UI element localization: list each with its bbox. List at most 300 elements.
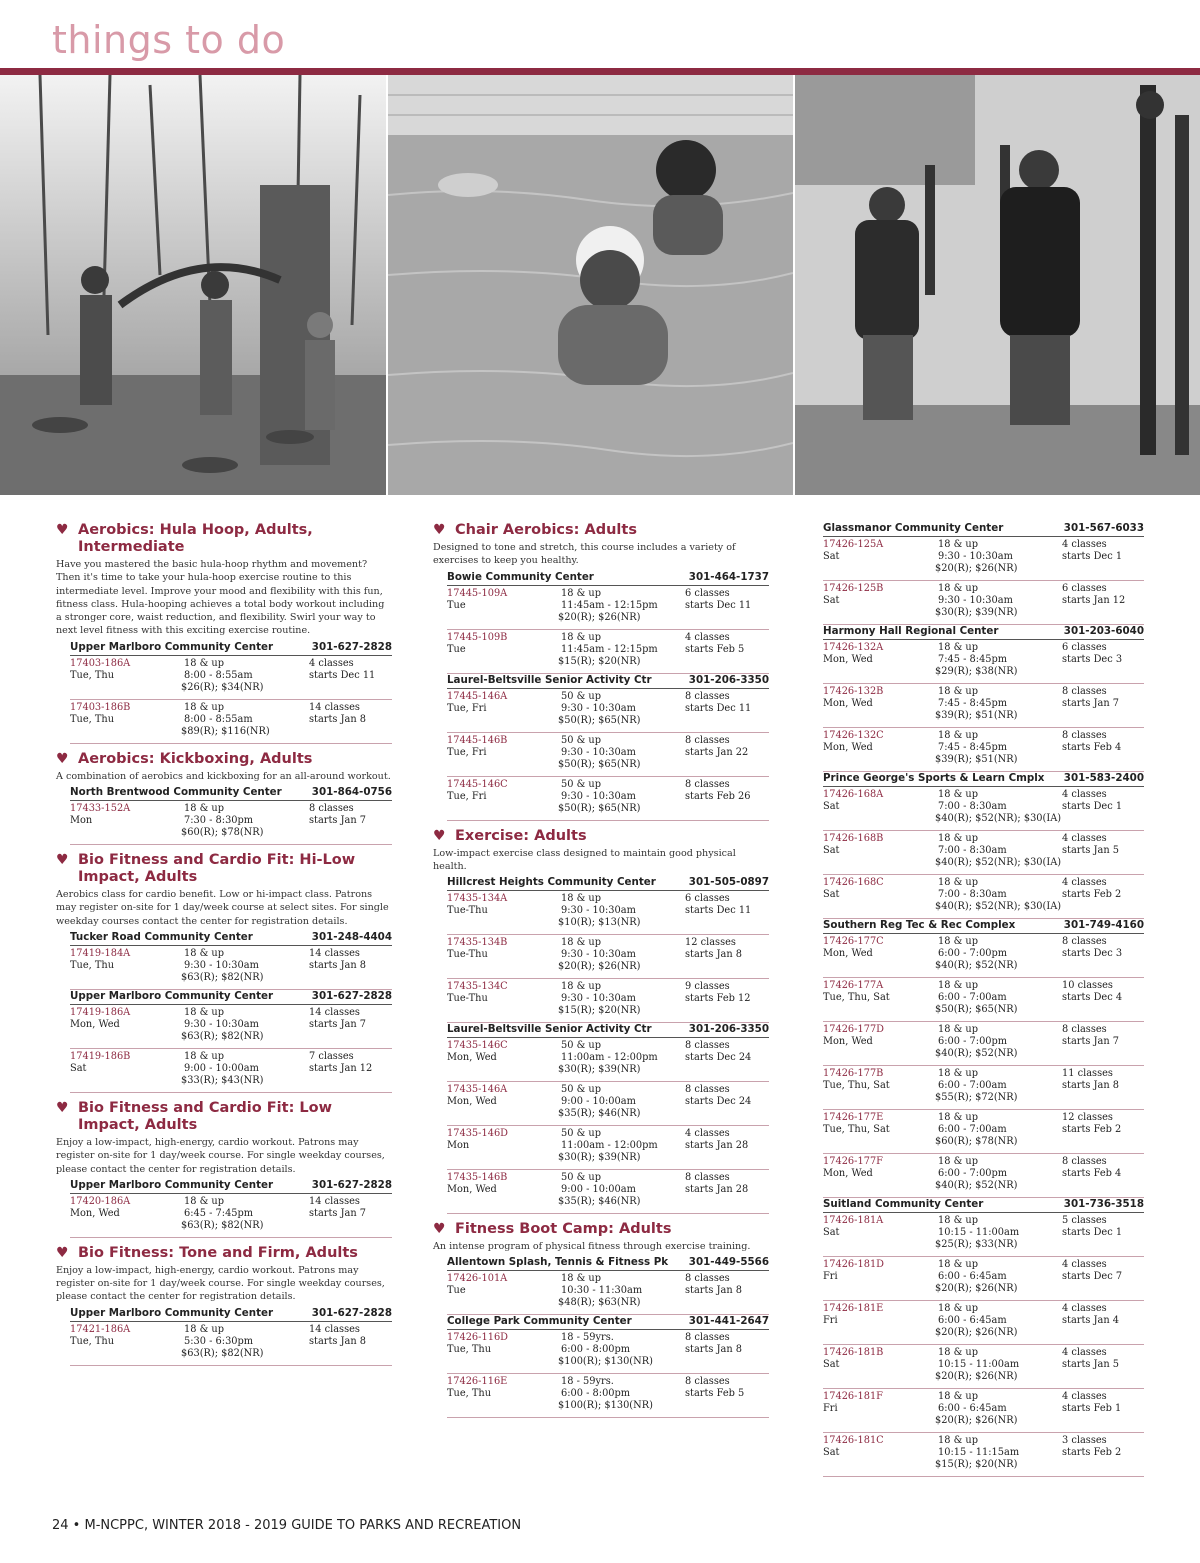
session-fee: $20(R); $26(NR) [935, 1371, 1018, 1382]
session-class-count: 6 classes [685, 587, 730, 599]
course-code[interactable]: 17426-181D [823, 1259, 885, 1270]
course-code[interactable]: 17426-177F [823, 1156, 883, 1167]
course-code[interactable]: 17403-186B [70, 701, 131, 713]
session-time: 6:45 - 7:45pm [184, 1207, 254, 1219]
session-days: Mon, Wed [823, 1168, 873, 1179]
heart-icon: ♥ [56, 852, 69, 869]
session-age: 18 & up [938, 1112, 978, 1123]
course-code[interactable]: 17445-146C [447, 778, 508, 790]
session-days: Tue-Thu [447, 949, 488, 961]
session-start-date: starts Jan 8 [685, 949, 742, 961]
session-row [70, 1324, 392, 1366]
session-row [70, 702, 392, 744]
location-block [70, 786, 392, 845]
session-class-count: 4 classes [1062, 1391, 1107, 1402]
course-code[interactable]: 17435-134B [447, 937, 508, 949]
session-start-date: starts Dec 11 [685, 702, 752, 714]
session-start-date: starts Feb 4 [1062, 1168, 1122, 1179]
session-start-date: starts Feb 4 [1062, 742, 1122, 753]
session-start-date: starts Jan 8 [309, 959, 366, 971]
session-age: 18 & up [938, 877, 978, 888]
course-code[interactable]: 17435-146A [447, 1084, 508, 1096]
heart-icon: ♥ [433, 522, 446, 538]
session-row [70, 1007, 392, 1049]
course-title-text: Aerobics: Kickboxing, Adults [78, 750, 313, 767]
session-time: 9:00 - 10:00am [561, 1096, 636, 1108]
location-phone: 301-206-3350 [688, 673, 769, 686]
session-days: Tue, Thu [447, 1388, 492, 1400]
session-time: 9:30 - 10:30am [184, 1018, 259, 1030]
course-code[interactable]: 17426-177D [823, 1024, 885, 1035]
session-time: 9:30 - 10:30am [184, 959, 259, 971]
session-fee: $63(R); $82(NR) [181, 971, 264, 983]
session-days: Fri [823, 1315, 838, 1326]
session-class-count: 12 classes [685, 937, 736, 949]
session-age: 18 & up [561, 1273, 601, 1285]
course-code[interactable]: 17426-116E [447, 1376, 508, 1388]
session-age: 50 & up [561, 1040, 601, 1052]
swimming-pool-photo [388, 75, 793, 495]
course-title [433, 828, 769, 845]
session-fee: $29(R); $38(NR) [935, 666, 1018, 677]
session-class-count: 10 classes [1062, 980, 1113, 991]
session-time: 9:00 - 10:00am [561, 1184, 636, 1196]
session-row [447, 1084, 769, 1126]
course-code[interactable]: 17426-181C [823, 1435, 884, 1446]
course-code[interactable]: 17426-132C [823, 730, 884, 741]
course-code[interactable]: 17426-181F [823, 1391, 883, 1402]
session-fee: $33(R); $43(NR) [181, 1074, 264, 1086]
session-start-date: starts Feb 2 [1062, 1124, 1122, 1135]
course-code[interactable]: 17435-146D [447, 1128, 509, 1140]
session-age: 18 & up [938, 936, 978, 947]
session-days: Sat [823, 889, 840, 900]
location-header [823, 1198, 1144, 1213]
session-class-count: 4 classes [685, 631, 730, 643]
playground-photo [0, 75, 386, 495]
course-code[interactable]: 17426-168C [823, 877, 884, 888]
course-block [433, 1221, 769, 1418]
session-age: 18 & up [938, 1391, 978, 1402]
session-days: Mon, Wed [823, 948, 873, 959]
course-code[interactable]: 17426-125A [823, 539, 884, 550]
course-block [56, 751, 392, 845]
location-phone: 301-583-2400 [1063, 772, 1144, 784]
session-start-date: starts Feb 2 [1062, 889, 1122, 900]
session-class-count: 4 classes [1062, 1303, 1107, 1314]
session-row [823, 1347, 1144, 1389]
location-header [823, 522, 1144, 537]
session-class-count: 8 classes [685, 1040, 730, 1052]
session-class-count: 9 classes [685, 981, 730, 993]
session-time: 6:00 - 6:45am [938, 1271, 1007, 1282]
session-age: 18 & up [938, 730, 978, 741]
session-fee: $20(R); $26(NR) [935, 563, 1018, 574]
location-header [70, 990, 392, 1005]
session-age: 50 & up [561, 1084, 601, 1096]
course-block [56, 852, 392, 1093]
art-gallery-photo [795, 75, 1200, 495]
session-days: Mon, Wed [70, 1207, 120, 1219]
location-block [823, 625, 1144, 772]
session-class-count: 4 classes [1062, 1259, 1107, 1270]
course-code[interactable]: 17426-101A [447, 1273, 508, 1285]
session-fee: $40(R); $52(NR); $30(IA) [935, 813, 1062, 824]
session-fee: $35(R); $46(NR) [558, 1108, 641, 1120]
course-code[interactable]: 17426-177A [823, 980, 884, 991]
session-start-date: starts Jan 8 [309, 1335, 366, 1347]
session-fee: $40(R); $52(NR) [935, 1048, 1018, 1059]
location-phone: 301-449-5566 [688, 1256, 769, 1269]
session-start-date: starts Dec 4 [1062, 992, 1123, 1003]
session-start-date: starts Feb 1 [1062, 1403, 1122, 1414]
session-time: 9:30 - 10:30am [561, 702, 636, 714]
session-age: 18 & up [561, 981, 601, 993]
session-fee: $48(R); $63(NR) [558, 1297, 641, 1309]
course-code[interactable]: 17435-134C [447, 981, 508, 993]
course-code[interactable]: 17419-184A [70, 947, 131, 959]
session-days: Sat [823, 1227, 840, 1238]
session-row [823, 686, 1144, 728]
session-class-count: 4 classes [685, 1128, 730, 1140]
session-class-count: 5 classes [1062, 1215, 1107, 1226]
course-code[interactable]: 17419-186B [70, 1050, 131, 1062]
session-row [823, 1259, 1144, 1301]
session-days: Sat [823, 845, 840, 856]
session-class-count: 14 classes [309, 1006, 360, 1018]
course-block [56, 522, 392, 744]
listing-column-1 [56, 522, 392, 1373]
location-header [70, 931, 392, 946]
session-age: 18 & up [561, 937, 601, 949]
course-code[interactable]: 17426-181E [823, 1303, 884, 1314]
location-header [823, 625, 1144, 640]
session-class-count: 8 classes [685, 1172, 730, 1184]
location-header [70, 641, 392, 656]
session-time: 6:00 - 6:45am [938, 1403, 1007, 1414]
session-start-date: starts Feb 26 [685, 790, 751, 802]
session-time: 5:30 - 6:30pm [184, 1335, 254, 1347]
course-title-text: Bio Fitness: Tone and Firm, Adults [78, 1244, 358, 1261]
session-time: 10:15 - 11:15am [938, 1447, 1020, 1458]
session-time: 10:15 - 11:00am [938, 1227, 1020, 1238]
session-days: Sat [823, 1359, 840, 1370]
session-time: 7:45 - 8:45pm [938, 742, 1008, 753]
session-class-count: 8 classes [685, 1273, 730, 1285]
session-start-date: starts Jan 8 [685, 1344, 742, 1356]
session-age: 18 & up [184, 947, 224, 959]
session-class-count: 8 classes [685, 1084, 730, 1096]
session-fee: $60(R); $78(NR) [935, 1136, 1018, 1147]
session-days: Sat [823, 1447, 840, 1458]
course-title-text: Aerobics: Hula Hoop, Adults, Intermediate [78, 522, 313, 555]
heart-icon: ♥ [433, 827, 446, 844]
course-code[interactable]: 17426-168B [823, 833, 884, 844]
session-row [447, 691, 769, 733]
session-days: Tue, Thu [70, 1335, 115, 1347]
location-block [70, 1307, 392, 1366]
session-fee: $50(R); $65(NR) [558, 758, 641, 770]
session-start-date: starts Jan 8 [1062, 1080, 1119, 1091]
session-row [447, 1332, 769, 1374]
location-header [447, 1315, 769, 1330]
session-time: 7:30 - 8:30pm [184, 815, 254, 827]
session-days: Fri [823, 1403, 838, 1414]
session-row [447, 588, 769, 630]
session-time: 9:30 - 10:30am [561, 993, 636, 1005]
session-age: 18 & up [561, 587, 601, 599]
session-days: Mon, Wed [823, 654, 873, 665]
course-code[interactable]: 17435-134A [447, 893, 508, 905]
session-row [823, 1215, 1144, 1257]
session-row [447, 1172, 769, 1214]
session-fee: $50(R); $65(NR) [558, 802, 641, 814]
course-title-text: Chair Aerobics: Adults [455, 522, 637, 538]
session-start-date: starts Jan 7 [309, 1018, 366, 1030]
session-age: 18 & up [184, 1195, 224, 1207]
session-class-count: 8 classes [685, 778, 730, 790]
location-block [447, 876, 769, 1023]
course-code[interactable]: 17419-186A [70, 1006, 131, 1018]
location-name: College Park Community Center [447, 1315, 632, 1328]
session-row [447, 1128, 769, 1170]
course-code[interactable]: 17420-186A [70, 1195, 131, 1207]
location-name: Allentown Splash, Tennis & Fitness Pk [447, 1256, 669, 1269]
course-code[interactable]: 17426-177C [823, 936, 884, 947]
session-row [447, 735, 769, 777]
course-code[interactable]: 17426-177E [823, 1112, 884, 1123]
heart-icon: ♥ [433, 1221, 446, 1238]
location-phone: 301-567-6033 [1063, 522, 1144, 534]
session-start-date: starts Jan 7 [1062, 698, 1119, 709]
session-start-date: starts Dec 7 [1062, 1271, 1123, 1282]
session-time: 6:00 - 8:00pm [561, 1388, 631, 1400]
location-phone: 301-206-3350 [688, 1023, 769, 1036]
session-time: 7:00 - 8:30am [938, 845, 1007, 856]
session-start-date: starts Dec 24 [685, 1052, 752, 1064]
location-block [823, 919, 1144, 1198]
session-age: 18 & up [184, 657, 224, 669]
session-start-date: starts Dec 11 [685, 599, 752, 611]
location-block [447, 1023, 769, 1214]
session-days: Tue, Thu [70, 713, 115, 725]
course-code[interactable]: 17426-181A [823, 1215, 884, 1226]
session-row [823, 1435, 1144, 1477]
course-code[interactable]: 17426-116D [447, 1332, 509, 1344]
course-description: An intense program of physical fitness through exercise training. [433, 1241, 751, 1253]
session-class-count: 8 classes [1062, 730, 1107, 741]
location-phone: 301-736-3518 [1063, 1198, 1144, 1210]
course-description: Have you mastered the basic hula-hoop rhythm and movement? Then it's time to take your hula-hoop exercise routine to this intermediate level. Improve your mood and flexibility with this fun, fitness class. Hula-hooping achieves a total body workout including a stronger core, waist reduction, and flexibility. Swirl your way to next level fitness with this exciting exercise routine. [56, 559, 385, 637]
session-days: Fri [823, 1271, 838, 1282]
title-rule [0, 68, 1200, 75]
course-code[interactable]: 17421-186A [70, 1323, 131, 1335]
course-code[interactable]: 17426-181B [823, 1347, 884, 1358]
location-phone: 301-864-0756 [311, 786, 392, 799]
session-row [447, 893, 769, 935]
location-name: Upper Marlboro Community Center [70, 1178, 274, 1191]
session-fee: $35(R); $46(NR) [558, 1196, 641, 1208]
session-class-count: 4 classes [1062, 789, 1107, 800]
course-code[interactable]: 17426-132B [823, 686, 884, 697]
location-phone: 301-464-1737 [688, 570, 769, 583]
course-code[interactable]: 17433-152A [70, 803, 131, 815]
session-age: 18 & up [938, 789, 978, 800]
session-days: Tue, Thu, Sat [823, 1124, 890, 1135]
location-block [823, 522, 1144, 625]
session-days: Mon [70, 815, 93, 827]
session-age: 18 & up [561, 893, 601, 905]
location-block [70, 990, 392, 1093]
session-age: 18 & up [938, 1435, 978, 1446]
session-fee: $15(R); $20(NR) [935, 1459, 1018, 1470]
session-class-count: 14 classes [309, 1323, 360, 1335]
session-days: Tue, Fri [447, 790, 487, 802]
session-days: Tue [447, 643, 466, 655]
session-fee: $55(R); $72(NR) [935, 1092, 1018, 1103]
session-class-count: 8 classes [309, 803, 354, 815]
location-header [70, 1307, 392, 1322]
course-code[interactable]: 17445-146A [447, 690, 508, 702]
location-name: Laurel-Beltsville Senior Activity Ctr [447, 1023, 652, 1036]
session-fee: $60(R); $78(NR) [181, 827, 264, 839]
course-code[interactable]: 17445-146B [447, 734, 508, 746]
session-start-date: starts Feb 2 [1062, 1447, 1122, 1458]
session-row [70, 803, 392, 845]
session-fee: $63(R); $82(NR) [181, 1219, 264, 1231]
session-start-date: starts Dec 3 [1062, 654, 1123, 665]
session-time: 11:45am - 12:15pm [561, 643, 658, 655]
heart-icon: ♥ [56, 1099, 69, 1116]
course-title-text: Fitness Boot Camp: Adults [455, 1221, 672, 1238]
location-header [447, 1256, 769, 1271]
session-fee: $30(R); $39(NR) [558, 1064, 641, 1076]
session-fee: $63(R); $82(NR) [181, 1030, 264, 1042]
session-days: Tue [447, 599, 466, 611]
session-time: 6:00 - 7:00pm [938, 948, 1008, 959]
session-age: 18 & up [938, 1347, 978, 1358]
session-row [447, 1273, 769, 1315]
session-row [823, 539, 1144, 581]
course-block [56, 1245, 392, 1366]
course-code[interactable]: 17426-177B [823, 1068, 884, 1079]
location-header [447, 571, 769, 586]
session-age: 18 - 59yrs. [561, 1376, 614, 1388]
course-code[interactable]: 17403-186A [70, 657, 131, 669]
session-age: 18 - 59yrs. [561, 1332, 614, 1344]
session-age: 18 & up [938, 1215, 978, 1226]
session-start-date: starts Jan 7 [309, 1207, 366, 1219]
session-row [823, 1156, 1144, 1198]
session-age: 50 & up [561, 1128, 601, 1140]
session-time: 6:00 - 7:00pm [938, 1036, 1008, 1047]
location-phone: 301-749-4160 [1063, 919, 1144, 931]
course-title-text: Bio Fitness and Cardio Fit: Hi-Low Impact, Adults [78, 852, 356, 886]
session-class-count: 4 classes [1062, 877, 1107, 888]
location-name: North Brentwood Community Center [70, 786, 282, 799]
session-start-date: starts Jan 28 [685, 1184, 749, 1196]
location-block [70, 641, 392, 744]
session-time: 11:00am - 12:00pm [561, 1052, 658, 1064]
session-days: Mon, Wed [447, 1096, 497, 1108]
session-time: 6:00 - 8:00pm [561, 1344, 631, 1356]
session-age: 50 & up [561, 1172, 601, 1184]
session-time: 9:30 - 10:30am [561, 949, 636, 961]
course-code[interactable]: 17426-168A [823, 789, 884, 800]
location-block [823, 772, 1144, 919]
course-code[interactable]: 17445-109A [447, 587, 508, 599]
session-fee: $20(R); $26(NR) [935, 1415, 1018, 1426]
session-time: 6:00 - 7:00am [938, 992, 1007, 1003]
location-name: Glassmanor Community Center [823, 522, 1004, 534]
session-start-date: starts Dec 24 [685, 1096, 752, 1108]
session-days: Mon, Wed [823, 698, 873, 709]
session-days: Tue, Fri [447, 746, 487, 758]
session-time: 9:30 - 10:30am [938, 551, 1013, 562]
course-title [56, 522, 392, 556]
page-title: things to do [52, 18, 286, 62]
session-row [447, 1376, 769, 1418]
session-row [823, 1391, 1144, 1433]
location-header [447, 674, 769, 689]
session-class-count: 3 classes [1062, 1435, 1107, 1446]
session-age: 18 & up [561, 631, 601, 643]
session-row [823, 730, 1144, 772]
session-days: Tue [447, 1285, 466, 1297]
course-code[interactable]: 17426-125B [823, 583, 884, 594]
course-code[interactable]: 17435-146C [447, 1040, 508, 1052]
session-start-date: starts Jan 5 [1062, 845, 1119, 856]
session-time: 8:00 - 8:55am [184, 669, 253, 681]
session-row [823, 583, 1144, 625]
session-fee: $40(R); $52(NR); $30(IA) [935, 857, 1062, 868]
session-class-count: 8 classes [685, 734, 730, 746]
session-start-date: starts Dec 1 [1062, 551, 1123, 562]
session-days: Tue, Fri [447, 702, 487, 714]
session-fee: $100(R); $130(NR) [558, 1400, 653, 1412]
session-fee: $10(R); $13(NR) [558, 917, 641, 929]
course-code[interactable]: 17445-109B [447, 631, 508, 643]
session-class-count: 4 classes [1062, 833, 1107, 844]
course-code[interactable]: 17426-132A [823, 642, 884, 653]
session-row [823, 789, 1144, 831]
location-phone: 301-203-6040 [1063, 625, 1144, 637]
session-days: Tue, Thu [447, 1344, 492, 1356]
session-class-count: 14 classes [309, 701, 360, 713]
session-row [447, 981, 769, 1023]
session-fee: $39(R); $51(NR) [935, 754, 1018, 765]
session-time: 6:00 - 7:00am [938, 1124, 1007, 1135]
session-days: Tue-Thu [447, 905, 488, 917]
session-fee: $50(R); $65(NR) [558, 714, 641, 726]
session-class-count: 6 classes [685, 893, 730, 905]
session-start-date: starts Jan 12 [309, 1062, 373, 1074]
session-time: 6:00 - 7:00am [938, 1080, 1007, 1091]
session-age: 50 & up [561, 778, 601, 790]
session-age: 18 & up [184, 803, 224, 815]
session-class-count: 11 classes [1062, 1068, 1113, 1079]
course-code[interactable]: 17435-146B [447, 1172, 508, 1184]
location-name: Hillcrest Heights Community Center [447, 876, 656, 889]
course-description: Low-impact exercise class designed to maintain good physical health. [433, 847, 736, 872]
course-description: A combination of aerobics and kickboxing for an all-around workout. [56, 770, 391, 782]
session-age: 18 & up [184, 1323, 224, 1335]
session-class-count: 4 classes [1062, 539, 1107, 550]
course-block [433, 828, 769, 1215]
location-name: Prince George's Sports & Learn Cmplx [823, 772, 1045, 784]
session-time: 9:30 - 10:30am [561, 905, 636, 917]
session-fee: $40(R); $52(NR) [935, 960, 1018, 971]
